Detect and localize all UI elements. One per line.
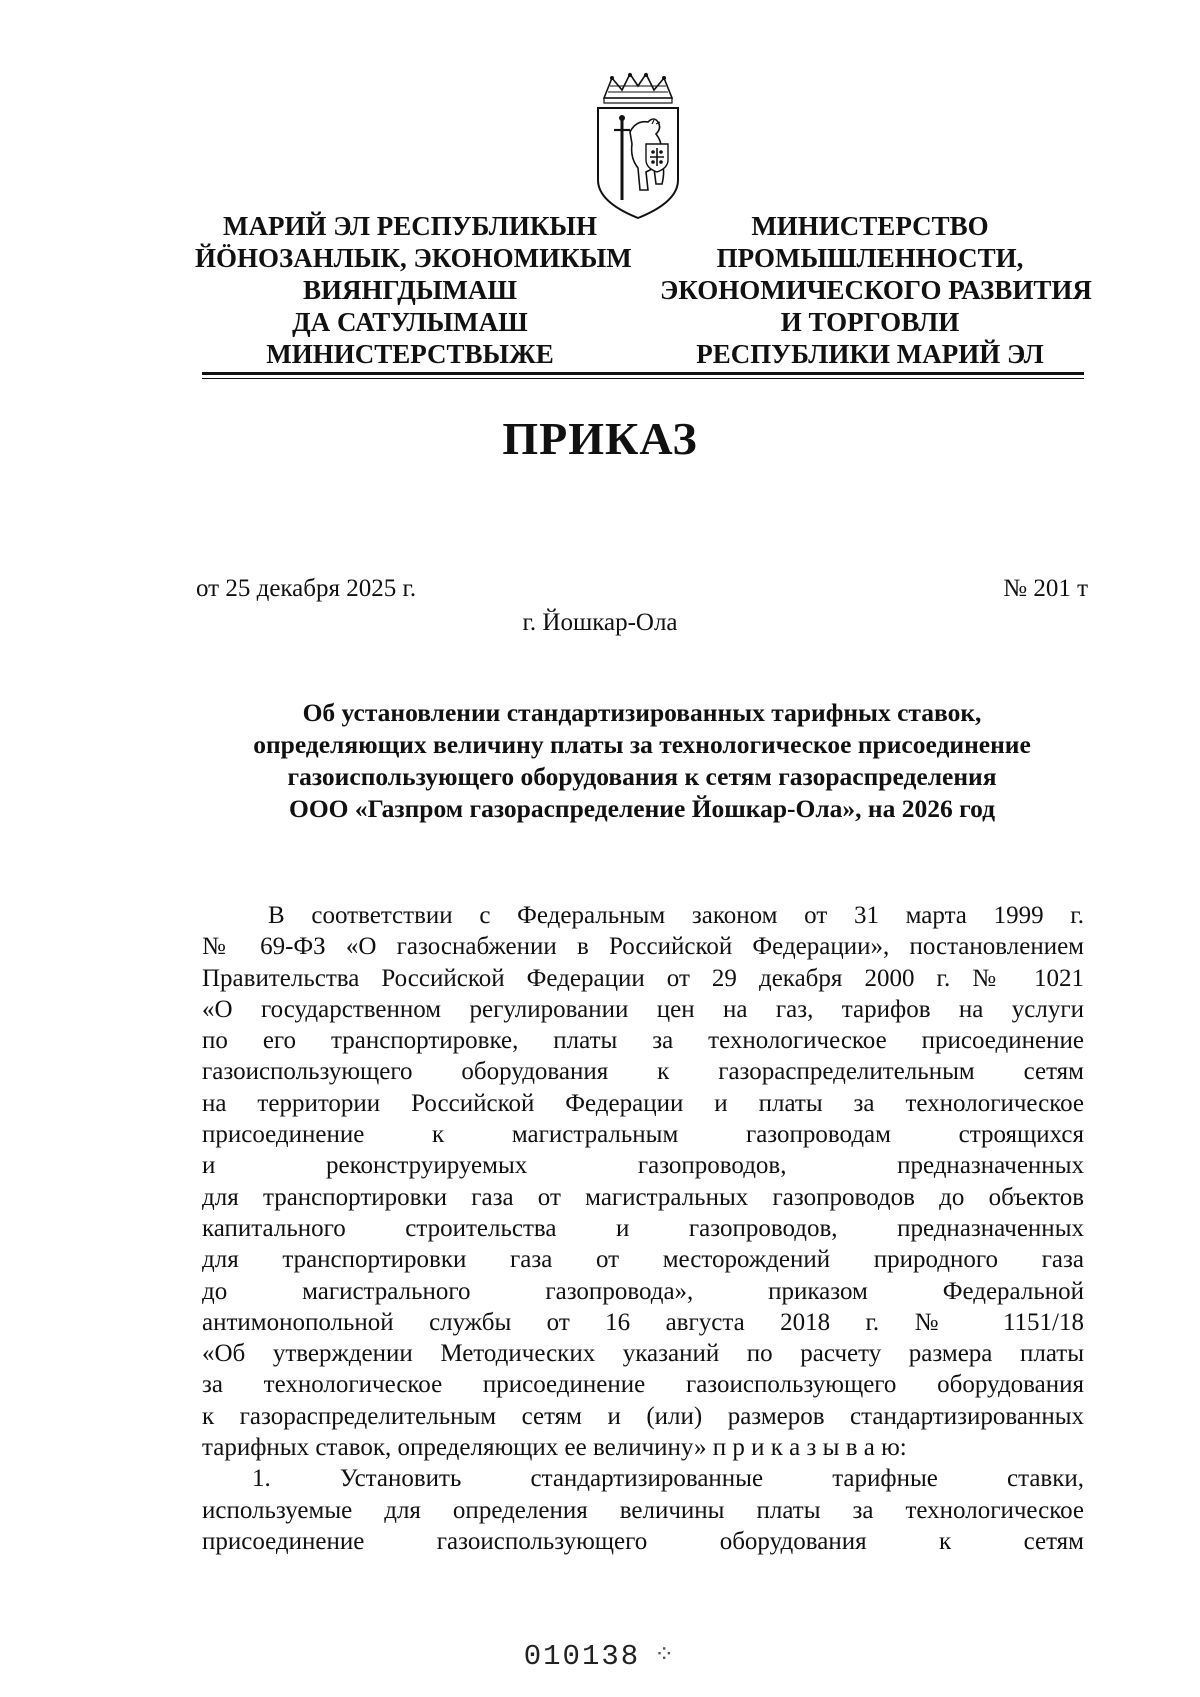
header-russian-name (660, 210, 1092, 370)
coat-of-arms-drawing (590, 72, 686, 222)
body-line: капитального строительства и газопроводов, предназначенных (202, 1214, 1084, 1242)
ornament-mark-icon: ⁘ (654, 1643, 677, 1670)
body-line: присоединение газоиспользующего оборудования к сетям (202, 1527, 1084, 1555)
subject-line: газоиспользующего оборудования к сетям газораспределения (287, 762, 997, 791)
header-left-line: МАРИЙ ЭЛ РЕСПУБЛИКЫН (223, 211, 597, 241)
document-subject (196, 697, 1088, 825)
document-city: г. Йошкар-Ола (522, 609, 678, 636)
body-line: на территории Российской Федерации и платы за технологическое (202, 1089, 1084, 1117)
header-left-line: ВИЯНГДЫМАШ (302, 275, 518, 305)
body-line: до магистрального газопровода», приказом Федеральной (202, 1277, 1084, 1305)
body-line: используемые для определения величины платы за технологическое (202, 1496, 1084, 1524)
subject-line: определяющих величину платы за технологическое присоединение (253, 730, 1031, 759)
header-left-line: МИНИСТЕРСТВЫЖЕ (266, 339, 554, 369)
body-line: № 69-ФЗ «О газоснабжении в Российской Федерации», постановлением (202, 933, 1084, 961)
body-line: для транспортировки газа от месторождений природного газа (202, 1246, 1084, 1274)
header-right-line: И ТОРГОВЛИ (780, 307, 960, 337)
body-line: тарифных ставок, определяющих ее величину» п р и к а з ы в а ю: (202, 1434, 907, 1462)
header-divider-thin (202, 378, 1084, 379)
document-body (202, 900, 1084, 1557)
body-line: антимонопольной службы от 16 августа 2018 г. № 1151/18 (202, 1308, 1084, 1336)
header-right-line: МИНИСТЕРСТВО (751, 211, 989, 241)
header-divider-thick (202, 372, 1084, 375)
header-right-line: ПРОМЫШЛЕННОСТИ, (716, 243, 1024, 273)
header-left-line: ДА САТУЛЫМАШ (292, 307, 528, 337)
body-line: для транспортировки газа от магистральных газопроводов до объектов (202, 1183, 1084, 1211)
body-line: к газораспределительным сетям и (или) размеров стандартизированных (202, 1402, 1084, 1430)
body-line: присоединение к магистральным газопроводам строящихся (202, 1121, 1084, 1149)
header-right-line: ЭКОНОМИЧЕСКОГО РАЗВИТИЯ (660, 275, 1092, 305)
body-line: Правительства Российской Федерации от 29 декабря 2000 г. № 1021 (202, 964, 1084, 992)
header-right-line: РЕСПУБЛИКИ МАРИЙ ЭЛ (696, 339, 1044, 369)
body-line: газоиспользующего оборудования к газораспределительным сетям (202, 1058, 1084, 1086)
body-line: за технологическое присоединение газоиспользующего оборудования (202, 1371, 1084, 1399)
header-mari-name (195, 210, 632, 370)
document-number: № 201 т (1003, 575, 1088, 602)
header-left-line: ЙӦНОЗАНЛЫК, ЭКОНОМИКЫМ (195, 243, 632, 273)
form-serial-number (0, 1640, 1200, 1673)
subject-line: Об установлении стандартизированных тарифных ставок, (302, 698, 982, 727)
body-line: 1. Установить стандартизированные тарифные ставки, (252, 1465, 1084, 1493)
subject-line: ООО «Газпром газораспределение Йошкар-Ола», на 2026 год (289, 794, 995, 823)
document-date: от 25 декабря 2025 г. (196, 575, 417, 602)
document-title: ПРИКАЗ (502, 413, 698, 464)
coat-of-arms-icon (590, 72, 686, 222)
body-line: и реконструируемых газопроводов, предназначенных (202, 1152, 1084, 1180)
body-line: «О государственном регулировании цен на газ, тарифов на услуги (202, 995, 1084, 1023)
body-line: В соответствии с Федеральным законом от 31 марта 1999 г. (268, 902, 1084, 929)
serial-number-text: 010138 (523, 1640, 641, 1673)
body-line: по его транспортировке, платы за технологическое присоединение (202, 1027, 1084, 1055)
body-line: «Об утверждении Методических указаний по расчету размера платы (202, 1340, 1084, 1368)
